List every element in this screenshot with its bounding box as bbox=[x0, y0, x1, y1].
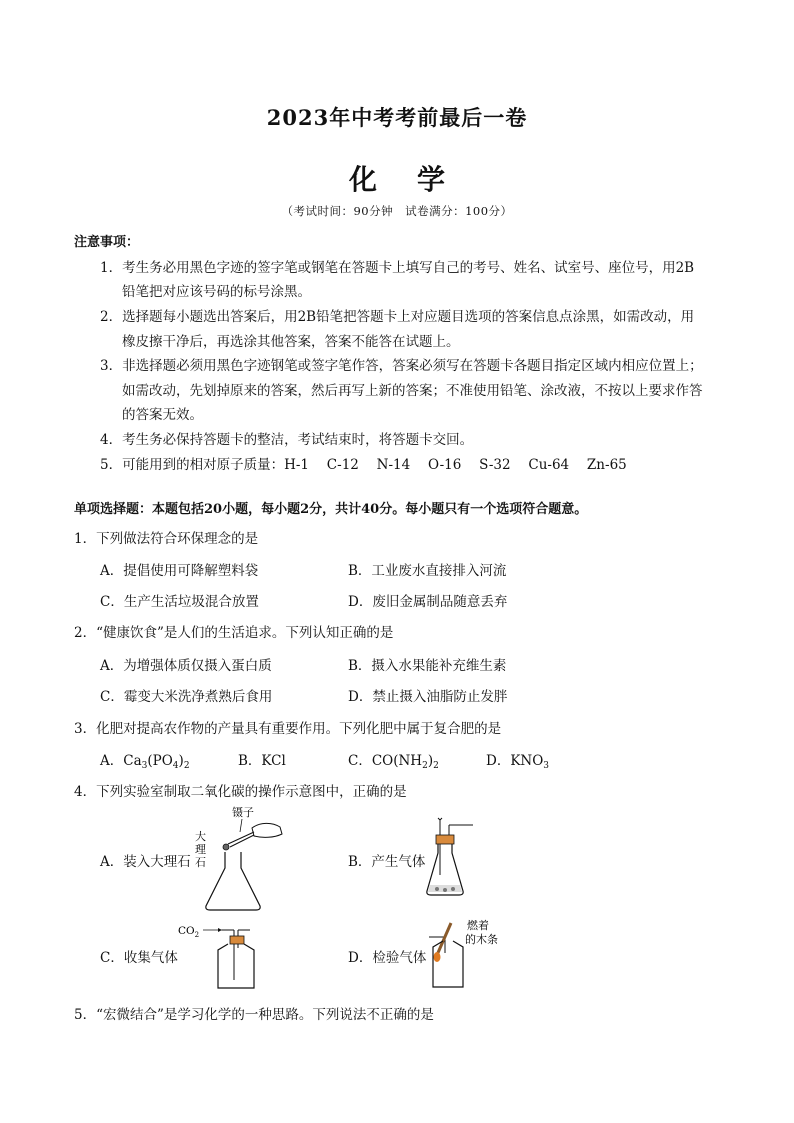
q4-option-b: B．产生气体 bbox=[348, 854, 426, 870]
marble-icon bbox=[223, 844, 229, 850]
q1-option-a: A．提倡使用可降解塑料袋 bbox=[100, 563, 259, 579]
notice-line-3-cont2: 的答案无效。 bbox=[122, 407, 203, 423]
notice-title: 注意事项： bbox=[74, 235, 140, 250]
notice-line-2-cont: 橡皮擦干净后，再选涂其他答案，答案不能答在试题上。 bbox=[122, 334, 460, 350]
test-bottle-icon bbox=[433, 941, 463, 987]
page-title: 2023年中考考前最后一卷 bbox=[266, 105, 528, 130]
q5-stem: 5．“宏微结合”是学习化学的一种思路。下列说法不正确的是 bbox=[74, 1007, 434, 1023]
q4-option-c: C．收集气体 bbox=[100, 950, 178, 966]
label-co2: $CO_2$ bbox=[178, 925, 200, 939]
flame-icon bbox=[434, 952, 441, 962]
subject-char-1: 化 bbox=[348, 163, 377, 196]
subject-title bbox=[0, 158, 794, 198]
flask-icon bbox=[206, 852, 260, 910]
q4-option-a: A．装入大理石 bbox=[100, 854, 191, 870]
q2-option-a: A．为增强体质仅摄入蛋白质 bbox=[100, 658, 272, 674]
wooden-stick-icon bbox=[437, 923, 451, 955]
label-marble-1: 大 bbox=[195, 830, 206, 843]
q3-option-d: D．$KNO_3$ bbox=[486, 753, 550, 771]
subject-char-2: 学 bbox=[417, 163, 446, 196]
label-tweezers: 镊子 bbox=[232, 806, 254, 819]
q3-option-b: B．KCl bbox=[238, 753, 286, 769]
q2-option-b: B．摄入水果能补充维生素 bbox=[348, 658, 507, 674]
stopper-icon bbox=[436, 835, 454, 844]
q3-stem: 3．化肥对提高农作物的产量具有重要作用。下列化肥中属于复合肥的是 bbox=[74, 721, 502, 737]
label-burning-1: 燃着 bbox=[467, 919, 489, 932]
q1-option-c: C．生产生活垃圾混合放置 bbox=[100, 594, 259, 610]
q3-option-a: A．$Ca_3(PO_4)_2$ bbox=[100, 753, 190, 771]
q2-option-c: C．霉变大米洗净煮熟后食用 bbox=[100, 689, 273, 705]
notice-line-3-cont: 如需改动，先划掉原来的答案，然后再写上新的答案；不准使用铅笔、涂改液，不按以上要求作答 bbox=[122, 383, 703, 399]
figure-b-gas-flask bbox=[425, 815, 485, 900]
notice-line-3: 3．非选择题必须用黑色字迹钢笔或签字笔作答，答案必须写在答题卡各题目指定区域内相应位置上； bbox=[100, 358, 703, 374]
exam-info: （考试时间：90分钟 试卷满分：100分） bbox=[281, 204, 513, 218]
label-marble-2: 理 bbox=[195, 843, 206, 856]
q2-stem: 2．“健康饮食”是人们的生活追求。下列认知正确的是 bbox=[74, 625, 394, 641]
notice-line-1: 1．考生务必用黑色字迹的签字笔或钢笔在答题卡上填写自己的考号、姓名、试室号、座位号，用2B bbox=[100, 260, 695, 276]
notice-line-4: 4．考生务必保持答题卡的整洁，考试结束时，将答题卡交回。 bbox=[100, 432, 474, 448]
notice-line-2: 2．选择题每小题选出答案后，用2B铅笔把答题卡上对应题目选项的答案信息点涂黑，如需改动，用 bbox=[100, 309, 695, 325]
q4-option-d: D．检验气体 bbox=[348, 950, 427, 966]
q1-option-d: D．废旧金属制品随意丢弃 bbox=[348, 594, 508, 610]
notice-line-1-cont: 铅笔把对应该号码的标号涂黑。 bbox=[122, 284, 311, 300]
gas-bottle-icon bbox=[218, 944, 254, 988]
q2-option-d: D．禁止摄入油脂防止发胖 bbox=[348, 689, 508, 705]
q3-option-c: C．$CO(NH_2)_2$ bbox=[348, 753, 439, 771]
label-marble-3: 石 bbox=[195, 856, 206, 869]
hand-icon bbox=[252, 823, 282, 837]
figure-c-collect-bottle bbox=[178, 918, 268, 990]
q1-stem: 1．下列做法符合环保理念的是 bbox=[74, 531, 259, 547]
figure-d-test-bottle bbox=[425, 915, 515, 990]
label-burning-2: 的木条 bbox=[465, 933, 498, 946]
section-heading: 单项选择题：本题包括20小题，每小题2分，共计40分。每小题只有一个选项符合题意。 bbox=[74, 502, 588, 517]
notice-line-5: 5．可能用到的相对原子质量：H-1 C-12 N-14 O-16 S-32 Cu-64 Zn-65 bbox=[100, 457, 627, 473]
q1-option-b: B．工业废水直接排入河流 bbox=[348, 563, 507, 579]
figure-a-marble-flask bbox=[190, 800, 290, 915]
q4-stem: 4．下列实验室制取二氧化碳的操作示意图中，正确的是 bbox=[74, 784, 407, 800]
